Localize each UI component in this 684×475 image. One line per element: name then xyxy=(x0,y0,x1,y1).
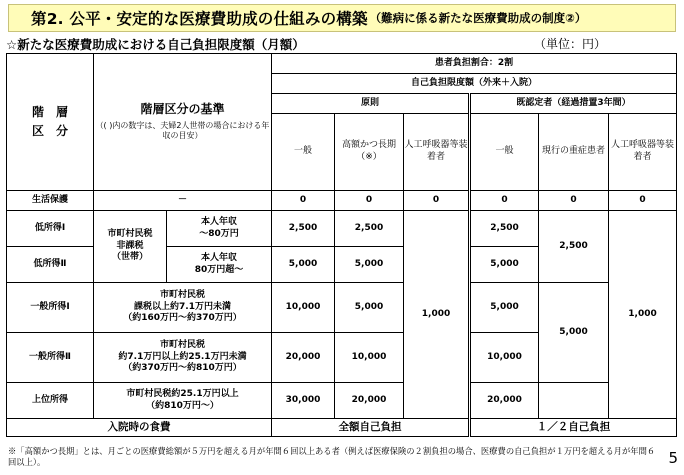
cell-value: 0 xyxy=(404,191,470,211)
header-kaiso: 階 層 区 分 xyxy=(7,54,94,191)
row-label: 一般所得Ⅱ xyxy=(7,333,94,383)
cell-value: 0 xyxy=(335,191,404,211)
row-label: 生活保護 xyxy=(7,191,94,211)
cell-value: 5,000 xyxy=(470,283,539,333)
cell-value-merged: 1,000 xyxy=(404,211,470,419)
footnote: ※「高額かつ長期」とは、月ごとの医療費総額が５万円を超える月が年間６回以上ある者（例えば医療保険の２割負担の場合、医療費の自己負担が１万円を超える月が年間６回以上）。 xyxy=(8,446,656,468)
cell-value: 20,000 xyxy=(335,383,404,419)
cell-value: 10,000 xyxy=(470,333,539,383)
cell-value: 2,500 xyxy=(335,211,404,247)
cell-value: 0 xyxy=(470,191,539,211)
header-kijun: 階層区分の基準 （( )内の数字は、夫婦2人世帯の場合における年収の目安） xyxy=(94,54,272,191)
row-label: 低所得Ⅱ xyxy=(7,247,94,283)
cell-value: 20,000 xyxy=(470,383,539,419)
cell-value: 30,000 xyxy=(272,383,335,419)
cell-value: 10,000 xyxy=(335,333,404,383)
cell-value: 5,000 xyxy=(272,247,335,283)
row-label: 低所得Ⅰ xyxy=(7,211,94,247)
cell-value: 20,000 xyxy=(272,333,335,383)
cell-value-merged: 5,000 xyxy=(539,283,609,383)
cell-value: 5,000 xyxy=(470,247,539,283)
row-criteria: 本人年収 ～80万円 xyxy=(167,211,272,247)
cell-value-merged: 2,500 xyxy=(539,211,609,283)
header-genko: 現行の重症患者 xyxy=(539,114,609,191)
row-label: 一般所得Ⅰ xyxy=(7,283,94,333)
header-ippan2: 一般 xyxy=(470,114,539,191)
cell-value: 0 xyxy=(272,191,335,211)
row-criteria: 本人年収 80万円超～ xyxy=(167,247,272,283)
meal-gensoku: 全額自己負担 xyxy=(272,419,470,437)
row-criteria: 市町村民税 課税以上約7.1万円未満 （約160万円～約370万円） xyxy=(94,283,272,333)
row-label-meal: 入院時の食費 xyxy=(7,419,272,437)
row-criteria: 市町村民税 約7.1万円以上約25.1万円未満 （約370万円～約810万円） xyxy=(94,333,272,383)
row-criteria: － xyxy=(94,191,272,211)
cell-value: 5,000 xyxy=(335,247,404,283)
row-label: 上位所得 xyxy=(7,383,94,419)
row-criteria: 市町村民税約25.1万円以上 （約810万円～） xyxy=(94,383,272,419)
header-kogaku: 高額かつ長期（※） xyxy=(335,114,404,191)
title-bar xyxy=(8,4,676,32)
unit-label: （単位：円） xyxy=(533,37,606,51)
cell-value: 5,000 xyxy=(335,283,404,333)
page-title-sub: （難病に係る新たな医療費助成の制度②） xyxy=(369,11,587,25)
cell-value: 0 xyxy=(609,191,677,211)
cell-value: 0 xyxy=(539,191,609,211)
header-limit: 自己負担限度額（外来＋入院） xyxy=(272,74,677,94)
cell-value: 2,500 xyxy=(470,211,539,247)
header-ippan: 一般 xyxy=(272,114,335,191)
criteria-group: 市町村民税 非課税 （世帯） xyxy=(94,211,167,283)
cell-value: 2,500 xyxy=(272,211,335,247)
cell-value: 10,000 xyxy=(272,283,335,333)
meal-kinintei: １／２自己負担 xyxy=(470,419,677,437)
cell-value-merged: 1,000 xyxy=(609,211,677,419)
cost-limit-table xyxy=(6,53,677,437)
header-jinko: 人工呼吸器等装着者 xyxy=(404,114,470,191)
header-kinintei: 既認定者（経過措置3年間） xyxy=(470,94,677,114)
page-title: 第2. 公平・安定的な医療費助成の仕組みの構築 xyxy=(31,10,368,28)
header-ratio: 患者負担割合：2割 xyxy=(272,54,677,74)
page-number: 5 xyxy=(668,449,678,467)
header-jinko2: 人工呼吸器等装着者 xyxy=(609,114,677,191)
subtitle-row xyxy=(6,35,678,51)
header-gensoku: 原則 xyxy=(272,94,470,114)
table-subtitle: ☆新たな医療費助成における自己負担限度額（月額） xyxy=(6,37,305,52)
